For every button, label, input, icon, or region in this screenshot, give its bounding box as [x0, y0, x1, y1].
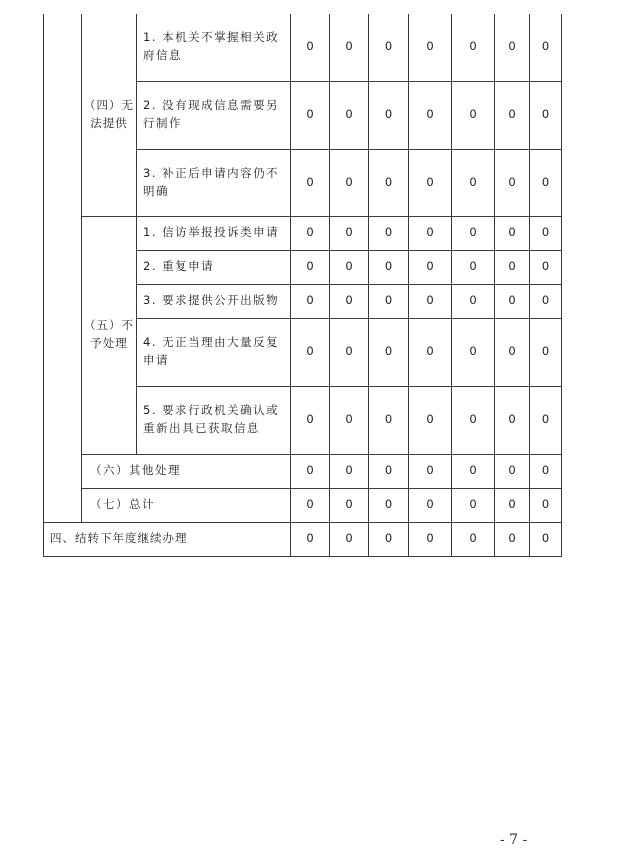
page-number: - 7 - — [500, 832, 528, 848]
cell-value: 0 — [330, 318, 369, 386]
cell-value: 0 — [530, 216, 562, 250]
cell-value: 0 — [495, 284, 530, 318]
cell-value: 0 — [330, 216, 369, 250]
cell-value: 0 — [452, 318, 495, 386]
cell-value: 0 — [369, 14, 409, 81]
cell-value: 0 — [495, 81, 530, 149]
row-label: 4. 无正当理由大量反复申请 — [137, 318, 291, 386]
row-label: 四、结转下年度继续办理 — [44, 522, 291, 556]
row-label: 2. 没有现成信息需要另行制作 — [137, 81, 291, 149]
cell-value: 0 — [530, 318, 562, 386]
table-row — [44, 216, 562, 250]
cell-value: 0 — [530, 284, 562, 318]
cell-value: 0 — [495, 318, 530, 386]
cell-value: 0 — [369, 488, 409, 522]
cell-value: 0 — [291, 318, 330, 386]
cell-value: 0 — [495, 14, 530, 81]
cell-value: 0 — [495, 386, 530, 454]
cell-value: 0 — [330, 81, 369, 149]
cell-value: 0 — [530, 81, 562, 149]
cell-value: 0 — [409, 250, 452, 284]
cell-value: 0 — [291, 488, 330, 522]
cell-value: 0 — [495, 149, 530, 216]
cell-value: 0 — [409, 284, 452, 318]
cell-value: 0 — [369, 284, 409, 318]
cell-value: 0 — [409, 14, 452, 81]
table-row — [44, 14, 562, 81]
cell-value: 0 — [530, 14, 562, 81]
cell-value: 0 — [291, 454, 330, 488]
cell-value: 0 — [369, 454, 409, 488]
cell-value: 0 — [495, 250, 530, 284]
cell-value: 0 — [330, 386, 369, 454]
cell-value: 0 — [452, 284, 495, 318]
row-label: （六）其他处理 — [82, 454, 291, 488]
cell-value: 0 — [530, 522, 562, 556]
cell-value: 0 — [452, 149, 495, 216]
cell-value: 0 — [409, 216, 452, 250]
cell-value: 0 — [495, 522, 530, 556]
cell-value: 0 — [369, 522, 409, 556]
cell-value: 0 — [291, 284, 330, 318]
cell-value: 0 — [409, 522, 452, 556]
row-label: 1. 本机关不掌握相关政府信息 — [137, 14, 291, 81]
cell-value: 0 — [291, 386, 330, 454]
cell-value: 0 — [369, 149, 409, 216]
row-label: 1. 信访举报投诉类申请 — [137, 216, 291, 250]
cell-value: 0 — [495, 216, 530, 250]
cell-value: 0 — [530, 488, 562, 522]
cell-value: 0 — [409, 386, 452, 454]
cell-value: 0 — [495, 488, 530, 522]
row-label: 5. 要求行政机关确认或重新出具已获取信息 — [137, 386, 291, 454]
group-label-4: （四）无法提供 — [82, 14, 137, 216]
cell-value: 0 — [530, 149, 562, 216]
disclosure-results-table — [43, 14, 562, 557]
group-label-5: （五）不予处理 — [82, 216, 137, 454]
row-label: 2. 重复申请 — [137, 250, 291, 284]
outer-blank-cell — [44, 14, 82, 522]
cell-value: 0 — [369, 386, 409, 454]
cell-value: 0 — [452, 250, 495, 284]
table-row — [44, 488, 562, 522]
cell-value: 0 — [291, 149, 330, 216]
table-row — [44, 454, 562, 488]
cell-value: 0 — [452, 386, 495, 454]
cell-value: 0 — [409, 149, 452, 216]
row-label: 3. 要求提供公开出版物 — [137, 284, 291, 318]
cell-value: 0 — [530, 386, 562, 454]
row-label: （七）总计 — [82, 488, 291, 522]
cell-value: 0 — [369, 81, 409, 149]
cell-value: 0 — [291, 250, 330, 284]
cell-value: 0 — [369, 250, 409, 284]
cell-value: 0 — [330, 250, 369, 284]
cell-value: 0 — [291, 81, 330, 149]
cell-value: 0 — [452, 454, 495, 488]
cell-value: 0 — [330, 149, 369, 216]
cell-value: 0 — [409, 488, 452, 522]
row-label: 3. 补正后申请内容仍不明确 — [137, 149, 291, 216]
cell-value: 0 — [330, 454, 369, 488]
cell-value: 0 — [291, 216, 330, 250]
cell-value: 0 — [530, 454, 562, 488]
cell-value: 0 — [330, 488, 369, 522]
cell-value: 0 — [409, 81, 452, 149]
cell-value: 0 — [330, 284, 369, 318]
cell-value: 0 — [291, 522, 330, 556]
cell-value: 0 — [495, 454, 530, 488]
cell-value: 0 — [530, 250, 562, 284]
cell-value: 0 — [452, 216, 495, 250]
cell-value: 0 — [452, 522, 495, 556]
cell-value: 0 — [369, 318, 409, 386]
cell-value: 0 — [330, 14, 369, 81]
cell-value: 0 — [452, 14, 495, 81]
cell-value: 0 — [452, 81, 495, 149]
cell-value: 0 — [330, 522, 369, 556]
cell-value: 0 — [409, 454, 452, 488]
cell-value: 0 — [452, 488, 495, 522]
cell-value: 0 — [409, 318, 452, 386]
table-row — [44, 522, 562, 556]
cell-value: 0 — [291, 14, 330, 81]
cell-value: 0 — [369, 216, 409, 250]
